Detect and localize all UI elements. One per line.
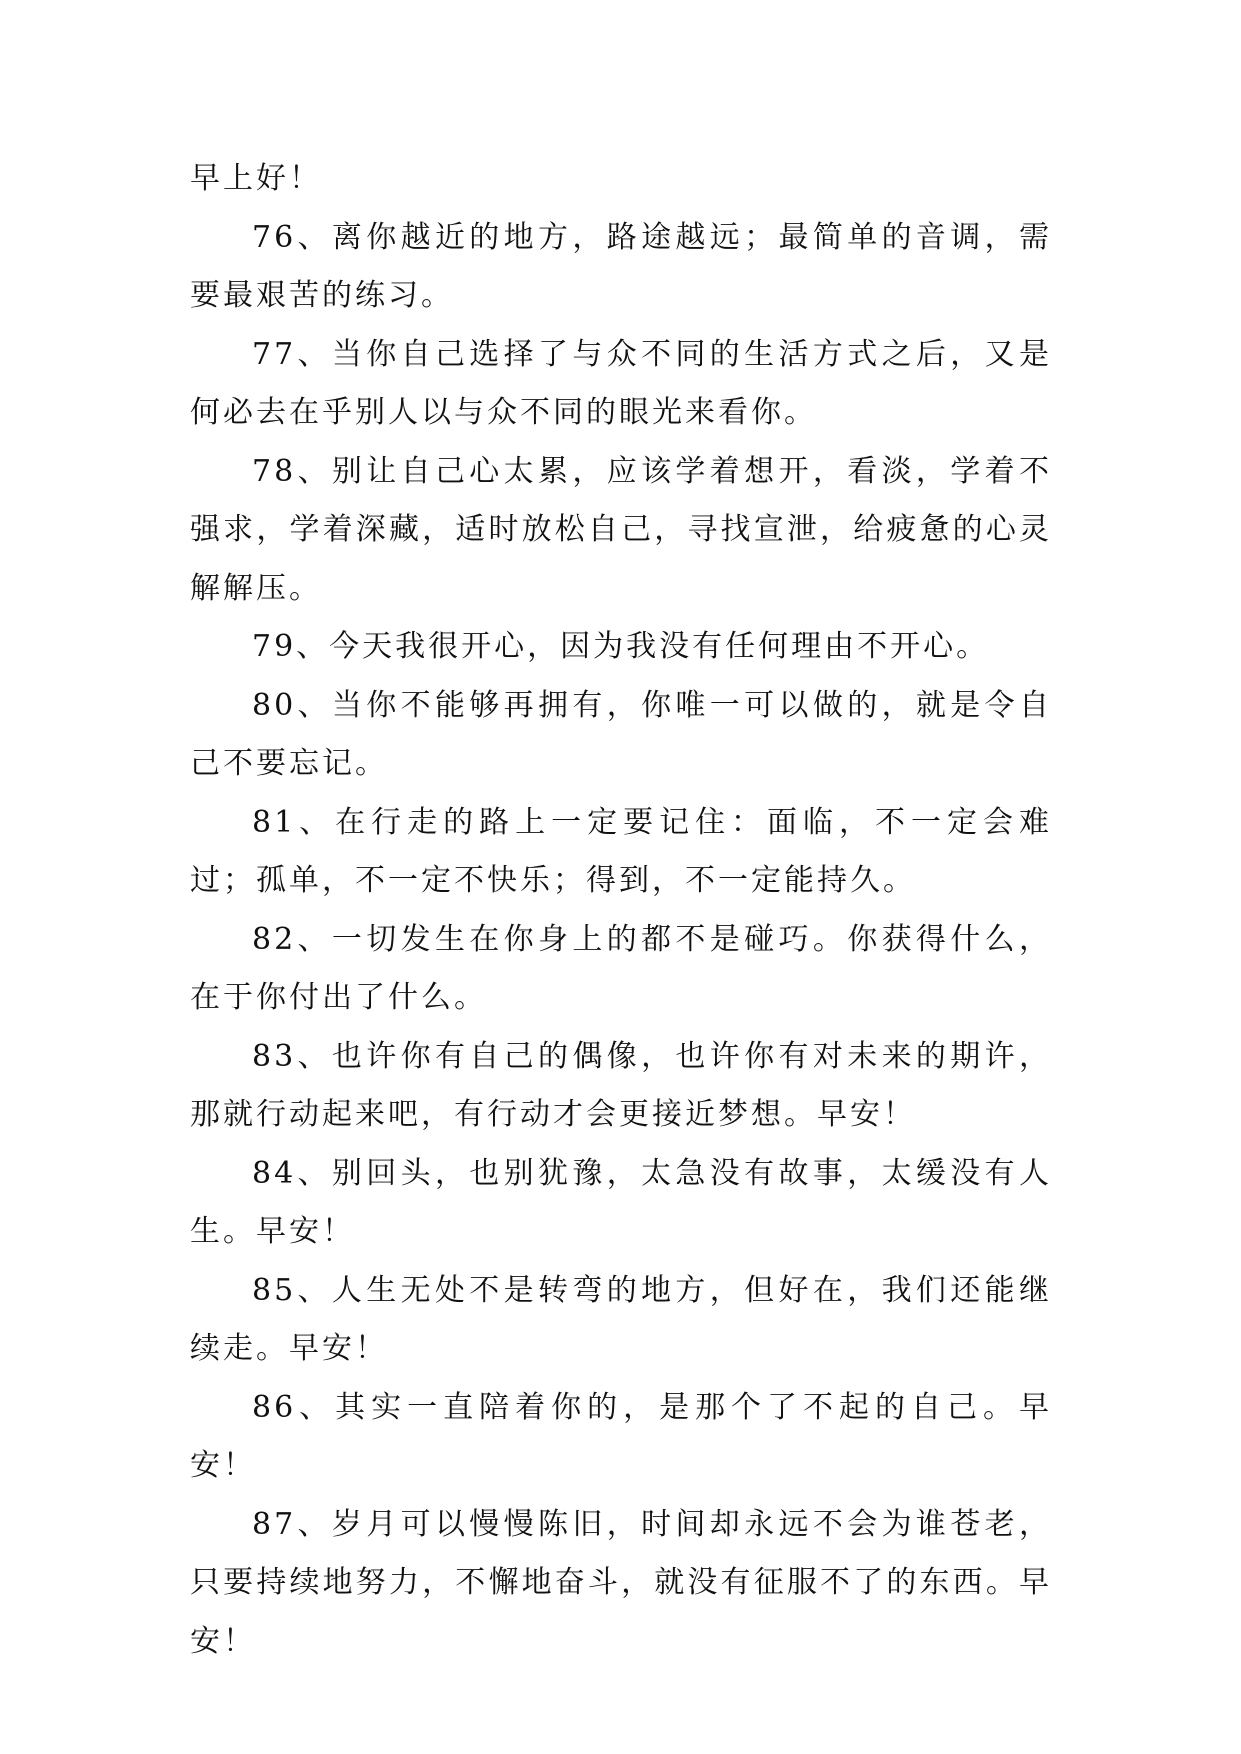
paragraph-86: 86、其实一直陪着你的，是那个了不起的自己。早安！ bbox=[190, 1389, 1052, 1483]
paragraph-greeting: 早上好！ bbox=[190, 161, 322, 196]
paragraph-84: 84、别回头，也别犹豫，太急没有故事，太缓没有人生。早安！ bbox=[190, 1155, 1052, 1249]
paragraph-83: 83、也许你有自己的偶像，也许你有对未来的期许，那就行动起来吧，有行动才会更接近梦想。早安！ bbox=[190, 1038, 1052, 1132]
document-body bbox=[190, 150, 1052, 1671]
paragraph-79: 79、今天我很开心，因为我没有任何理由不开心。 bbox=[252, 629, 990, 664]
paragraph-85: 85、人生无处不是转弯的地方，但好在，我们还能继续走。早安！ bbox=[190, 1272, 1052, 1366]
paragraph-81: 81、在行走的路上一定要记住：面临，不一定会难过；孤单，不一定不快乐；得到，不一定能持久。 bbox=[190, 804, 1052, 898]
paragraph-77: 77、当你自己选择了与众不同的生活方式之后，又是何必去在乎别人以与众不同的眼光来看你。 bbox=[190, 336, 1052, 430]
paragraph-76: 76、离你越近的地方，路途越远；最简单的音调，需要最艰苦的练习。 bbox=[190, 219, 1052, 313]
paragraph-78: 78、别让自己心太累，应该学着想开，看淡，学着不强求，学着深藏，适时放松自己，寻找宣泄，给疲惫的心灵解解压。 bbox=[190, 453, 1052, 606]
paragraph-80: 80、当你不能够再拥有，你唯一可以做的，就是令自己不要忘记。 bbox=[190, 687, 1052, 781]
paragraph-82: 82、一切发生在你身上的都不是碰巧。你获得什么，在于你付出了什么。 bbox=[190, 921, 1052, 1015]
paragraph-87: 87、岁月可以慢慢陈旧，时间却永远不会为谁苍老，只要持续地努力，不懈地奋斗，就没有征服不了的东西。早安！ bbox=[190, 1506, 1052, 1659]
